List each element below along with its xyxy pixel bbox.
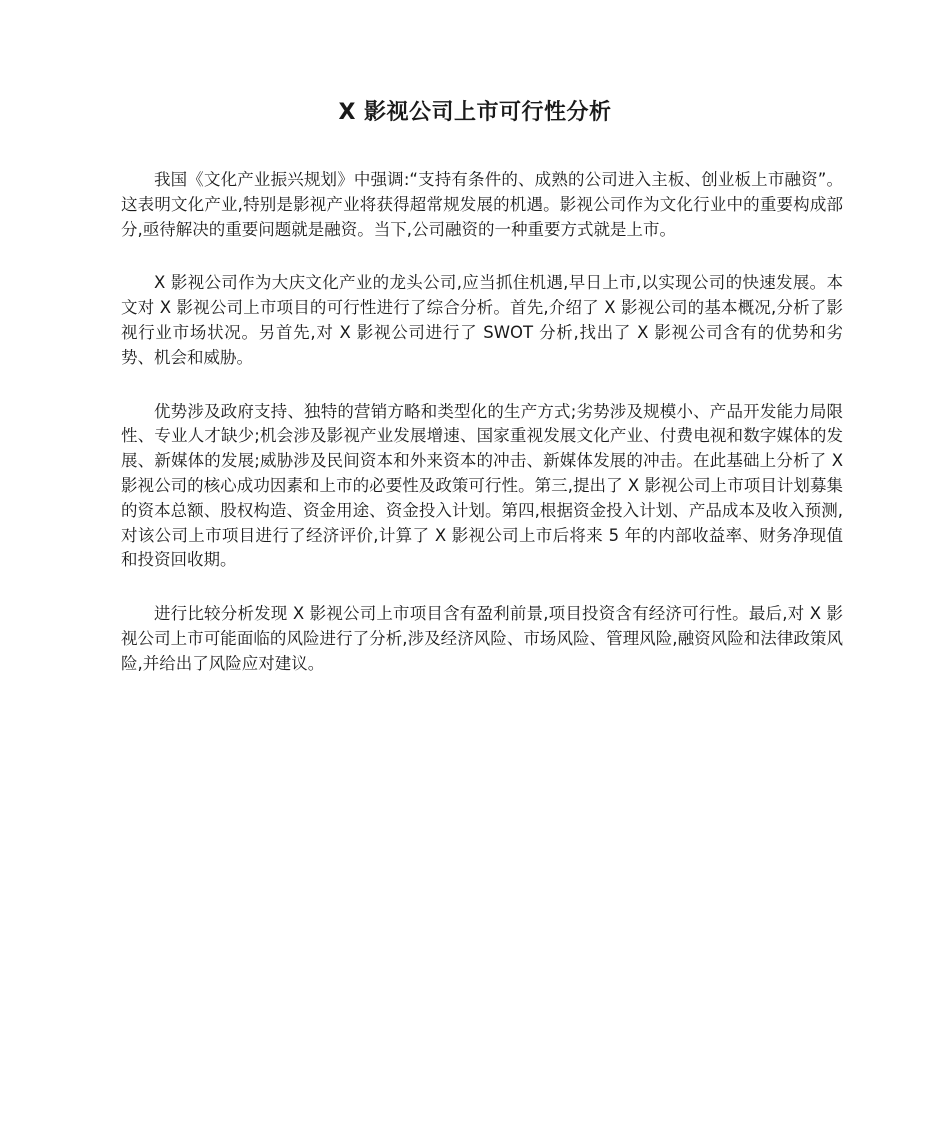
document-title: X 影视公司上市可行性分析	[338, 100, 612, 125]
paragraph-3: 优势涉及政府支持、独特的营销方略和类型化的生产方式;劣势涉及规模小、产品开发能力局限性、专业人才缺少;机会涉及影视产业发展增速、国家重视发展文化产业、付费电视和数字媒体的发展、新媒体的发展;威胁涉及民间资本和外来资本的冲击、新媒体发展的冲击。在此基础上分析了 X 影视公司的核心成功因素和上市的必要性及政策可行性。第三,提出了 X 影视公司上市项目计划募集的资本总额、股权构造、资金用途、资金投入计划。第四,根据资金投入计划、产品成本及收入预测,对该公司上市项目进行了经济评价,计算了 X 影视公司上市后将来 5 年的内部收益率、财务净现值和投资回收期。	[121, 401, 843, 570]
paragraph-4: 进行比较分析发现 X 影视公司上市项目含有盈利前景,项目投资含有经济可行性。最后,对 X 影视公司上市可能面临的风险进行了分析,涉及经济风险、市场风险、管理风险,融资风险和法律政策风险,并给出了风险应对建议。	[121, 604, 843, 673]
paragraph-2: X 影视公司作为大庆文化产业的龙头公司,应当抓住机遇,早日上市,以实现公司的快速发展。本文对 X 影视公司上市项目的可行性进行了综合分析。首先,介绍了 X 影视公司的基本概况,分析了影视行业市场状况。另首先,对 X 影视公司进行了 SWOT 分析,找出了 X 影视公司含有的优势和劣势、机会和威胁。	[121, 273, 843, 367]
paragraph-1: 我国《文化产业振兴规划》中强调:“支持有条件的、成熟的公司进入主板、创业板上市融资”。这表明文化产业,特别是影视产业将获得超常规发展的机遇。影视公司作为文化行业中的重要构成部分,亟待解决的重要问题就是融资。当下,公司融资的一种重要方式就是上市。	[121, 170, 843, 239]
document-body	[121, 168, 843, 706]
